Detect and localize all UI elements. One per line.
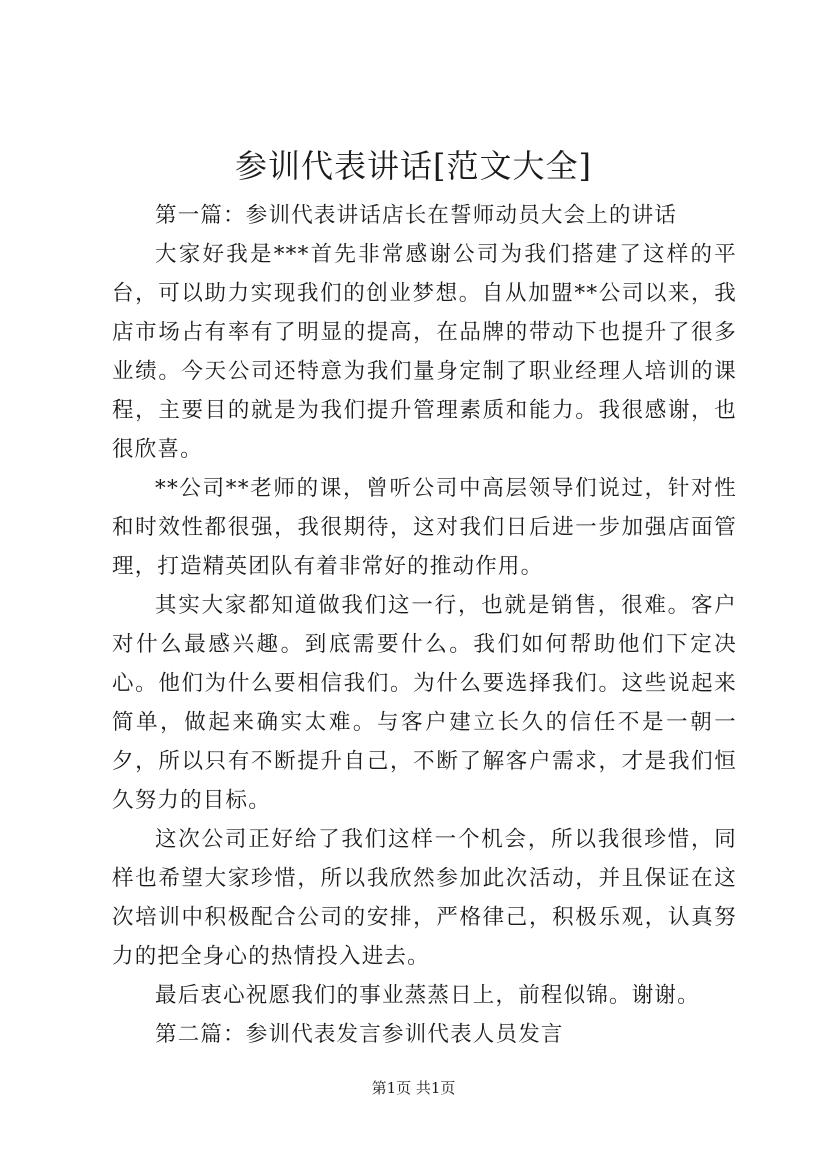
page-footer: 第1页 共1页	[371, 1079, 456, 1097]
paragraph: 其实大家都知道做我们这一行，也就是销售，很难。客户对什么最感兴趣。到底需要什么。我们如何帮助他们下定决心。他们为什么要相信我们。为什么要选择我们。这些说起来简单，做起来确实太难。与客户建立长久的信任不是一朝一夕，所以只有不断提升自己，不断了解客户需求，才是我们恒久努力的目标。	[112, 593, 737, 813]
paragraph: 最后衷心祝愿我们的事业蒸蒸日上，前程似锦。谢谢。	[155, 983, 700, 1008]
document-title: 参训代表讲话[范文大全]	[235, 147, 592, 185]
document-body	[112, 196, 737, 1054]
section-heading-1: 第一篇：参训代表讲话店长在誓师动员大会上的讲话	[155, 203, 678, 228]
paragraph: **公司**老师的课，曾听公司中高层领导们说过，针对性和时效性都很强，我很期待，这对我们日后进一步加强店面管理，打造精英团队有着非常好的推动作用。	[112, 476, 737, 579]
section-heading-2: 第二篇：参训代表发言参训代表人员发言	[155, 1022, 564, 1047]
paragraph: 这次公司正好给了我们这样一个机会，所以我很珍惜，同样也希望大家珍惜，所以我欣然参加此次活动，并且保证在这次培训中积极配合公司的安排，严格律己，积极乐观，认真努力的把全身心的热情投入进去。	[112, 827, 737, 969]
paragraph: 大家好我是***首先非常感谢公司为我们搭建了这样的平台，可以助力实现我们的创业梦想。自从加盟**公司以来，我店市场占有率有了明显的提高，在品牌的带动下也提升了很多业绩。今天公司还特意为我们量身定制了职业经理人培训的课程，主要目的就是为我们提升管理素质和能力。我很感谢，也很欣喜。	[112, 242, 737, 462]
